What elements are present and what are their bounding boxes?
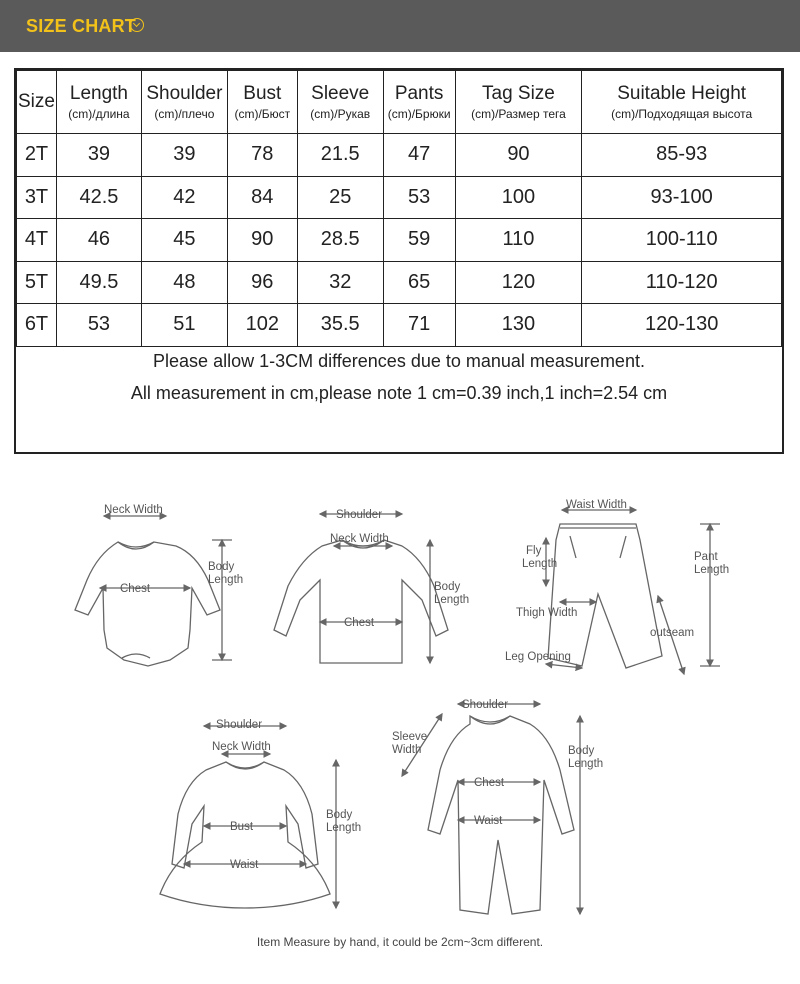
- size-table: [16, 70, 782, 347]
- svg-text:Waist Width: Waist Width: [566, 499, 627, 511]
- cell-bust: 102: [227, 304, 297, 347]
- svg-text:Chest: Chest: [120, 583, 151, 595]
- cell-tag-size: 100: [455, 176, 582, 219]
- cell-sleeve: 28.5: [297, 219, 383, 262]
- cell-pants: 53: [383, 176, 455, 219]
- cell-sleeve: 25: [297, 176, 383, 219]
- svg-text:Length: Length: [694, 564, 730, 576]
- cell-suitable-height: 93-100: [582, 176, 782, 219]
- header-bar: [0, 0, 800, 52]
- col-header-shoulder: Shoulder (cm)/плечо: [141, 71, 227, 134]
- table-row: [17, 261, 782, 304]
- cell-size: 6T: [17, 304, 57, 347]
- svg-text:Length: Length: [522, 558, 558, 570]
- cell-size: 3T: [17, 176, 57, 219]
- svg-text:Length: Length: [326, 822, 362, 834]
- svg-text:Pant: Pant: [694, 551, 718, 563]
- cell-length: 39: [56, 134, 141, 177]
- svg-text:Length: Length: [434, 594, 470, 606]
- cell-length: 53: [56, 304, 141, 347]
- svg-text:Body: Body: [208, 561, 235, 573]
- cell-tag-size: 90: [455, 134, 582, 177]
- svg-text:Chest: Chest: [344, 617, 375, 629]
- romper-diagram: [402, 704, 580, 914]
- cell-shoulder: 51: [141, 304, 227, 347]
- svg-text:Bust: Bust: [230, 821, 254, 833]
- cell-shoulder: 48: [141, 261, 227, 304]
- cell-tag-size: 120: [455, 261, 582, 304]
- cell-shoulder: 45: [141, 219, 227, 262]
- cell-sleeve: 21.5: [297, 134, 383, 177]
- svg-text:Length: Length: [208, 574, 244, 586]
- cell-suitable-height: 120-130: [582, 304, 782, 347]
- note-line-1: Please allow 1-3CM differences due to manual measurement.: [153, 351, 645, 371]
- svg-text:Waist: Waist: [230, 859, 259, 871]
- cell-pants: 59: [383, 219, 455, 262]
- measurement-notes: [16, 345, 782, 409]
- col-header-tag-size: Tag Size (cm)/Размер тега: [455, 71, 582, 134]
- svg-text:Neck Width: Neck Width: [104, 504, 163, 516]
- cell-bust: 84: [227, 176, 297, 219]
- col-header-suitable-height: Suitable Height (cm)/Подходящая высота: [582, 71, 782, 134]
- cell-bust: 96: [227, 261, 297, 304]
- col-header-sleeve: Sleeve (cm)/Рукав: [297, 71, 383, 134]
- size-chart-box: [14, 68, 784, 454]
- cell-sleeve: 32: [297, 261, 383, 304]
- cell-length: 46: [56, 219, 141, 262]
- cell-pants: 47: [383, 134, 455, 177]
- svg-text:Shoulder: Shoulder: [336, 509, 383, 521]
- svg-text:outseam: outseam: [650, 627, 695, 639]
- svg-text:Body: Body: [568, 745, 595, 757]
- cell-pants: 71: [383, 304, 455, 347]
- cell-length: 49.5: [56, 261, 141, 304]
- cell-suitable-height: 85-93: [582, 134, 782, 177]
- measurement-diagrams: [0, 470, 800, 970]
- page-title: SIZE CHART: [26, 16, 136, 36]
- svg-text:Thigh Width: Thigh Width: [516, 607, 578, 619]
- chevron-down-icon[interactable]: [130, 18, 144, 32]
- cell-suitable-height: 110-120: [582, 261, 782, 304]
- cell-length: 42.5: [56, 176, 141, 219]
- table-header-row: [17, 71, 782, 134]
- cell-size: 5T: [17, 261, 57, 304]
- cell-sleeve: 35.5: [297, 304, 383, 347]
- svg-text:Width: Width: [392, 744, 422, 756]
- col-header-bust: Bust (cm)/Бюст: [227, 71, 297, 134]
- footer-note: Item Measure by hand, it could be 2cm~3cm different.: [256, 935, 544, 949]
- svg-text:Chest: Chest: [474, 777, 505, 789]
- svg-text:Leg Opening: Leg Opening: [505, 651, 571, 663]
- col-header-size: Size: [17, 71, 57, 134]
- cell-size: 2T: [17, 134, 57, 177]
- cell-bust: 90: [227, 219, 297, 262]
- svg-text:Sleeve: Sleeve: [392, 731, 428, 743]
- cell-shoulder: 42: [141, 176, 227, 219]
- table-row: [17, 134, 782, 177]
- svg-text:Neck Width: Neck Width: [212, 741, 271, 753]
- cell-size: 4T: [17, 219, 57, 262]
- svg-text:Waist: Waist: [474, 815, 503, 827]
- table-row: [17, 176, 782, 219]
- svg-text:Shoulder: Shoulder: [216, 719, 263, 731]
- cell-bust: 78: [227, 134, 297, 177]
- table-row: [17, 304, 782, 347]
- cell-tag-size: 130: [455, 304, 582, 347]
- cell-pants: 65: [383, 261, 455, 304]
- col-header-pants: Pants (cm)/Брюки: [383, 71, 455, 134]
- pants-diagram: [546, 510, 720, 674]
- svg-text:Neck Width: Neck Width: [330, 533, 389, 545]
- cell-suitable-height: 100-110: [582, 219, 782, 262]
- table-row: [17, 219, 782, 262]
- svg-text:Shoulder: Shoulder: [462, 699, 509, 711]
- cell-tag-size: 110: [455, 219, 582, 262]
- dress-diagram: [160, 726, 336, 908]
- svg-text:Body: Body: [326, 809, 353, 821]
- cell-shoulder: 39: [141, 134, 227, 177]
- note-line-2: All measurement in cm,please note 1 cm=0.39 inch,1 inch=2.54 cm: [130, 383, 668, 403]
- svg-text:Fly: Fly: [526, 545, 542, 557]
- bodysuit-diagram: [75, 516, 235, 666]
- diagrams-illustration: [0, 470, 800, 940]
- svg-text:Length: Length: [568, 758, 604, 770]
- col-header-length: Length (cm)/длина: [56, 71, 141, 134]
- svg-text:Body: Body: [434, 581, 461, 593]
